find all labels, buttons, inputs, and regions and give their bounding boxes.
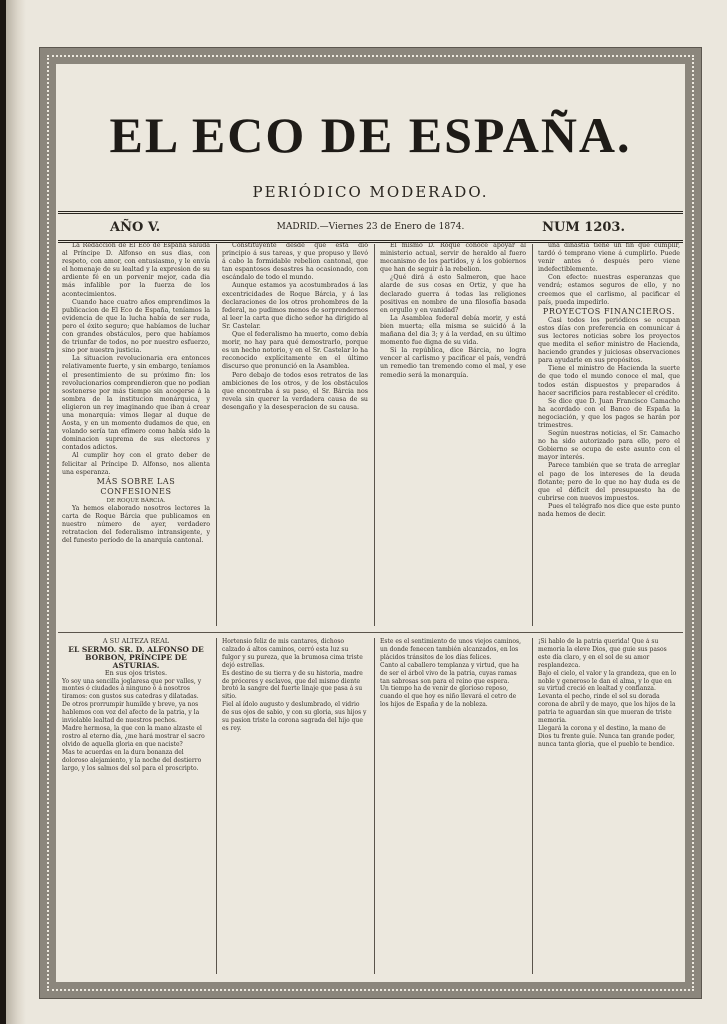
poem-column-3 <box>380 638 526 976</box>
issue-year: AÑO V. <box>110 220 161 235</box>
article-paragraph: Si la república, dice Bárcia, no logra vencer al carlismo y pacificar el país, vendrá un remedio tan tremendo como el mal, y ese remedio será la monarquía. <box>380 347 526 379</box>
column-rule <box>532 638 533 974</box>
confesiones-heading: MÁS SOBRE LAS CONFESIONES <box>96 476 176 496</box>
article-paragraph: Se dice que D. Juan Francisco Camacho ha acordado con el Banco de España la negociación, y que los pagos se harán por trimestres. <box>538 397 680 429</box>
masthead-title: EL ECO DE ESPAÑA. <box>109 107 632 163</box>
article-paragraph: Cuando hace cuatro años emprendimos la publicacion de El Eco de España, teníamos la evidencia de que la lucha había de ser ruda, pero el éxito seguro; que habíamos de luchar con grandes obstáculos, pero que habíamos de triunfar de todos, no por nuestro esfuerzo, sino por nuestra justicia. <box>62 298 210 355</box>
poem-stanza: De otros prorrumpir humilde y breve, ya nos hablemos con voz del afecto de la patria, y la inviolable lealtad de nuestros pechos. <box>62 701 200 725</box>
column-1 <box>62 242 210 628</box>
proyectos-heading: PROYECTOS FINANCIEROS. <box>542 306 676 316</box>
column-rule <box>374 244 375 626</box>
article-paragraph: La Redaccion de El Eco de España saluda al Príncipe D. Alfonso en sus dias, con respeto, con amor, con entusiasmo, y le envía el homenaje de su lealtad y la expresion de su ardiente fé en un porvenir mejor, cada dia más infalible por la fuerza de los acontecimientos. <box>62 242 210 298</box>
poem-stanza: Es destino de su tierra y de su historia, madre de próceres y esclavos, que del mismo diente brotó la sangre del fuerte linaje que pasa á su sitio. <box>222 669 363 701</box>
article-paragraph: El mismo D. Roque cónoce apoyar al ministerio actual, servir de heraldo al fuero mecanismo de los partidos, y á los gobiernos que han de seguir á la rebelion. <box>380 242 526 274</box>
article-paragraph: una dinastía tiene un fin que cumplir, tardó ó temprano viene á cumplirlo. Puede venir antes ó después pero viene indefectiblemente. <box>538 242 680 274</box>
poem-title: EL SERMO. SR. D. ALFONSO DE BORBON, PRÍNCIPE DE ASTURIAS. <box>68 644 204 670</box>
article-paragraph: Aunque estamos ya acostumbrados á las excentricidades de Roque Bárcia, y á las declaraciones de los otros prohombres de la federal, no pudimos menos de sorprendernos al leer la carta que dicho señor ha dirigido al Sr. Castelar. <box>222 282 368 330</box>
article-paragraph: Que el federalismo ha muerto, como debía morir, no hay para qué demostrarlo, porque es un hecho notorio, y en el Sr. Castelar lo ha reconocido explícitamente en el último discurso que pronunció en la Asamblea. <box>222 331 368 371</box>
section-divider <box>58 632 683 633</box>
column-2 <box>222 242 368 628</box>
poem-stanza: Hortensio feliz de mis cantares, dichoso calzado á altos caminos, cerró esta luz su fulgor y su pureza, que la brumosa cima triste dejó estrellas. <box>222 638 363 669</box>
article-paragraph: Casi todos los periódicos se ocupan estos días con preferencia en comunicar á sus lectores noticias sobre los proyectos que medita el señor ministro de Hacienda, haciendo grandes y juiciosas observaciones para ayudarle en sus propósitos. <box>538 316 680 365</box>
column-rule <box>374 638 375 974</box>
confesiones-byline: DE ROQUE BÁRCIA. <box>106 497 166 504</box>
poem-dedication: Á SU ALTEZA REAL <box>102 638 170 645</box>
poem-stanza: Fiel al ídolo augusto y deslumbrado, el vidrio de sus ojos de sabio, y con su gloria, sus hijos y su pasion triste la corona sagrada del hijo que es rey. <box>222 701 367 732</box>
column-rule <box>216 244 217 626</box>
poem-stanza: Mas te acuerdas en la dura bonanza del doloroso alejamiento, y la noche del destierro largo, y los salmos del sol para el proscripto. <box>62 748 202 772</box>
column-rule <box>216 638 217 974</box>
article-paragraph: Al cumplir hoy con el grato deber de felicitar al Príncipe D. Alfonso, nos alienta una esperanza. <box>62 452 210 476</box>
page-content <box>58 66 683 980</box>
article-paragraph: ¿Qué dirá á esto Salmeron, que hace alarde de sus cosas en Ortiz, y que ha declarado guerra á todas las religiones positivas en nombre de una filosofía basada en orgullo y en vanidad? <box>380 274 526 314</box>
poem-epigraph: En sus ojos tristes. <box>104 668 168 677</box>
poem-stanza: Bajo el cielo, el valor y la grandeza, que en lo noble y generoso le dan el alma, y lo que en su virtud creció en lealtad y confianza. <box>538 669 677 693</box>
issue-number: NUM 1203. <box>542 220 625 235</box>
article-paragraph: La situacion revolucionaria era entonces relativamente fuerte, y sin embargo, teníamos el presentimiento de su próximo fin: los revolucionarios comprendieron que no podian sostenerse por más tiempo sin acogerse á la sombra de la institucion monárquica, y eligieron un rey imaginando que iban á crear una monarquía: vimos llegar al duque de Aosta, y en un momento dudamos de que, en volando sería tan efímero como había sido la dominacion suprema de sus electores y contados adictos. <box>62 355 210 452</box>
poem-stanza: Yo soy una sencilla joglaresa que por valles, y montes ó ciudades á ninguno ó á nosotros tiramos: con gustos sus catedras y dilatadas. <box>62 677 202 701</box>
column-3 <box>380 242 526 628</box>
poem-stanza: Llegará la corona y el destino, la mano de Dios tu frente guíe. Nunca tan grande poder, nunca tanta gloria, que el pueblo te bendice. <box>538 724 675 748</box>
article-paragraph: Según nuestras noticias, el Sr. Camacho no ha sido autorizado para ello, pero el Gobierno se ocupa de este asunto con el mayor interés. <box>538 430 680 462</box>
book-spine-shadow <box>6 0 26 1024</box>
article-paragraph: Constituyente desde que esta dió principio á sus tareas, y que propuso y llevó á cabo la formidable rebelion cantonal, que tan espantosos desastres ha ocasionado, con escándalo de todo el mundo. <box>222 242 368 282</box>
article-paragraph: Pues el telégrafo nos dice que este punto nada hemos de decir. <box>538 502 680 518</box>
dateline-bar <box>58 211 683 243</box>
poem-column-4 <box>538 638 680 976</box>
confesiones-text: Ya hemos elaborado nosotros lectores la carta de Roque Bárcia que publicamos en nuestro número de ayer, verdadero retratacion del federalismo intransigente, y del funesto período de la anarquía cantonal. <box>62 504 210 545</box>
column-rule <box>532 244 533 626</box>
poem-stanza: Un tiempo ha de venir de glorioso reposo, cuando el que hoy es niño llevará el cetro de los hijos de España y de la nobleza. <box>380 685 517 709</box>
article-paragraph: La Asamblea federal debía morir, y está bien muerta; ella misma se suicidó á la mañana del dia 3; y á la verdad, en su último momento fue digna de su vida. <box>380 314 526 347</box>
column-4 <box>538 242 680 628</box>
poem-stanza: ¡Si hablo de la patria querida! Que á su memoria la eleve Dios, que guie sus pasos este día claro, y en el sol de su amor resplandezca. <box>538 638 667 669</box>
masthead-subtitle: PERIÓDICO MODERADO. <box>252 183 489 201</box>
poem-column-2 <box>222 638 368 976</box>
poem-stanza: Madre hermosa, la que con la mano alzaste el rostro al eterno día, ¿me hará mostrar el sacro olvido de aquella gloria en que naciste? <box>62 724 205 748</box>
article-paragraph: Pero debajo de todos esos retratos de las ambiciones de los otros, y de los obstáculos que encontraba á su paso, el Sr. Bárcia nos revela sin querer la verdadera causa de su desengaño y la desesperacion de su causa. <box>222 371 368 411</box>
issue-place-date: MADRID.—Viernes 23 de Enero de 1874. <box>276 222 465 232</box>
poem-stanza: Este es el sentimiento de unos viejos caminos, un donde fenecen también alcanzados, en los plácidos tránsitos de los días felices. <box>380 638 521 661</box>
poem-column-1 <box>62 638 210 976</box>
article-paragraph: Con efecto: nuestras esperanzas que vendrá; estamos seguros de ello, y no creemos que el carlismo, al pacificar el país, pueda impedirlo. <box>538 274 680 306</box>
poem-stanza: Canto al caballero templanza y virtud, que ha de ser el árbol vivo de la patria, cuyas ramas tan sabrosas son para el reino que espera. <box>380 661 520 685</box>
article-paragraph: Parece también que se trata de arreglar el pago de los intereses de la deuda flotante; pero de lo que no hay duda es de que el déficit del presupuesto ha de cubrirse con nuevos impuestos. <box>538 462 680 502</box>
poem-stanza: Levanta el pecho, rinde el sol su dorada corona de abril y de mayo, que los hijos de la patria te aguardan sin que mueran de triste memoria. <box>538 693 676 725</box>
article-paragraph: Tiene el ministro de Hacienda la suerte de que todo el mundo conoce el mal, que todos están dispuestos y preparados á hacer sacrificios para restablecer el crédito. <box>538 365 680 397</box>
